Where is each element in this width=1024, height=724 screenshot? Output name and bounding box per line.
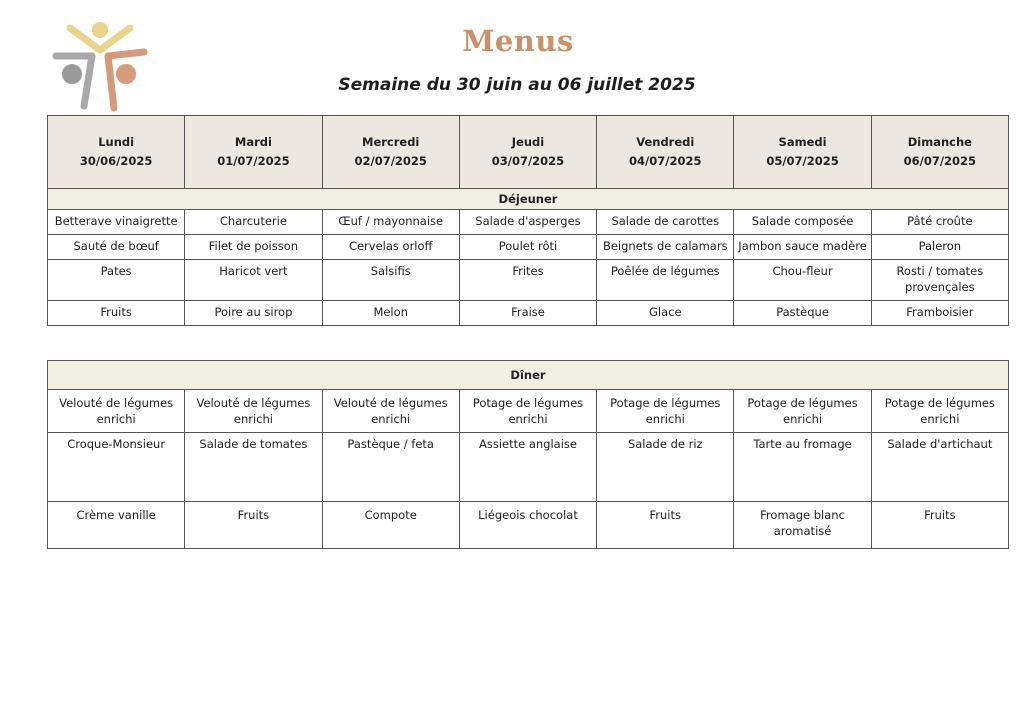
menu-cell: Fruits — [48, 301, 185, 326]
day-name: Samedi — [778, 135, 827, 149]
day-date: 03/07/2025 — [491, 154, 565, 168]
day-header-jeudi — [459, 116, 596, 189]
menu-cell: Charcuterie — [185, 210, 322, 235]
menu-cell: Salade de riz — [597, 433, 734, 502]
day-date: 05/07/2025 — [766, 154, 839, 168]
menu-cell: Fromage blanc aromatisé — [734, 502, 871, 549]
menu-cell: Rosti / tomates provençales — [871, 260, 1008, 301]
menu-cell: Potage de légumes enrichi — [597, 390, 734, 433]
page-title: Menus — [462, 24, 574, 58]
page-subtitle: Semaine du 30 juin au 06 juillet 2025 — [338, 75, 696, 95]
menu-cell: Sauté de bœuf — [48, 235, 185, 260]
menu-cell: Salade d'asperges — [459, 210, 596, 235]
menu-cell: Salade composée — [734, 210, 871, 235]
dinner-section-row — [48, 361, 1009, 390]
menu-cell: Potage de légumes enrichi — [871, 390, 1008, 433]
menu-cell: Velouté de légumes enrichi — [48, 390, 185, 433]
menu-cell: Melon — [322, 301, 459, 326]
day-name: Dimanche — [907, 135, 972, 149]
lunch-menu-table — [47, 115, 1009, 326]
menu-cell: Potage de légumes enrichi — [734, 390, 871, 433]
table-row — [48, 210, 1009, 235]
menu-cell: Fruits — [185, 502, 322, 549]
menu-cell: Velouté de légumes enrichi — [322, 390, 459, 433]
menu-cell: Croque-Monsieur — [48, 433, 185, 502]
menu-cell: Velouté de légumes enrichi — [185, 390, 322, 433]
menu-cell: Poulet rôti — [459, 235, 596, 260]
menu-cell: Paleron — [871, 235, 1008, 260]
menu-cell: Pastèque — [734, 301, 871, 326]
menu-cell: Betterave vinaigrette — [48, 210, 185, 235]
menu-cell: Fruits — [597, 502, 734, 549]
menu-cell: Framboisier — [871, 301, 1008, 326]
table-row — [48, 433, 1009, 502]
menu-cell: Filet de poisson — [185, 235, 322, 260]
table-row — [48, 502, 1009, 549]
day-name: Mardi — [234, 135, 272, 149]
menu-cell: Pastèque / feta — [322, 433, 459, 502]
day-date: 01/07/2025 — [217, 154, 290, 168]
menu-cell: Pâté croûte — [871, 210, 1008, 235]
day-date: 06/07/2025 — [903, 154, 977, 168]
table-row — [48, 260, 1009, 301]
day-header-mercredi — [322, 116, 459, 189]
menu-cell: Tarte au fromage — [734, 433, 871, 502]
day-date: 02/07/2025 — [354, 154, 427, 168]
day-header-row — [48, 116, 1009, 189]
day-header-samedi — [734, 116, 871, 189]
menu-cell: Œuf / mayonnaise — [322, 210, 459, 235]
menu-cell: Potage de légumes enrichi — [459, 390, 596, 433]
day-header-vendredi — [597, 116, 734, 189]
menu-cell: Haricot vert — [185, 260, 322, 301]
menu-cell: Crème vanille — [48, 502, 185, 549]
menu-cell: Cervelas orloff — [322, 235, 459, 260]
day-name: Jeudi — [511, 135, 545, 149]
menu-cell: Glace — [597, 301, 734, 326]
table-row — [48, 235, 1009, 260]
day-header-dimanche — [871, 116, 1008, 189]
day-header-mardi — [185, 116, 322, 189]
menu-cell: Salade de carottes — [597, 210, 734, 235]
menu-cell: Beignets de calamars — [597, 235, 734, 260]
lunch-section-row — [48, 189, 1009, 210]
table-row — [48, 301, 1009, 326]
day-name: Vendredi — [636, 135, 695, 149]
menu-cell: Liégeois chocolat — [459, 502, 596, 549]
menu-cell: Salsifis — [322, 260, 459, 301]
menu-cell: Poire au sirop — [185, 301, 322, 326]
day-name: Mercredi — [362, 135, 420, 149]
menu-cell: Compote — [322, 502, 459, 549]
menu-cell: Frites — [459, 260, 596, 301]
menu-cell: Chou-fleur — [734, 260, 871, 301]
menu-cell: Assiette anglaise — [459, 433, 596, 502]
dinner-menu-table — [47, 360, 1009, 549]
day-name: Lundi — [98, 135, 135, 149]
menu-cell: Pates — [48, 260, 185, 301]
menu-cell: Salade de tomates — [185, 433, 322, 502]
menu-cell: Poêlée de légumes — [597, 260, 734, 301]
day-header-lundi — [48, 116, 185, 189]
table-row — [48, 390, 1009, 433]
menu-cell: Fraise — [459, 301, 596, 326]
lunch-section-label: Déjeuner — [48, 189, 1009, 210]
menu-cell: Fruits — [871, 502, 1008, 549]
day-date: 30/06/2025 — [79, 154, 153, 168]
menu-cell: Jambon sauce madère — [734, 235, 871, 260]
menu-cell: Salade d'artichaut — [871, 433, 1008, 502]
day-date: 04/07/2025 — [629, 154, 702, 168]
dinner-section-label: Dîner — [48, 361, 1009, 390]
